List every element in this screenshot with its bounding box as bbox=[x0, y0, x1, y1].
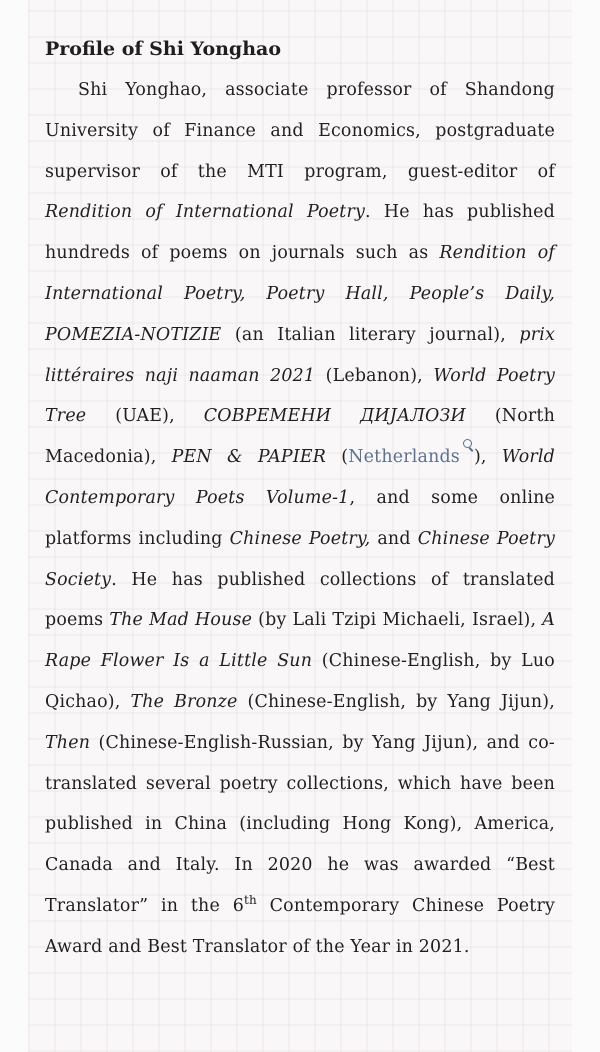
journal-title: PEN & PAPIER bbox=[171, 447, 327, 468]
bio-text: ), bbox=[473, 447, 502, 468]
bio-text: Contemporary Chinese Poetry Award and Best Translator of the Year in 2021. bbox=[45, 895, 556, 957]
search-icon[interactable] bbox=[462, 439, 474, 453]
platform-title: Chinese Poetry Society bbox=[45, 528, 555, 590]
journal-title: СОВРЕМЕНИ ДИЈАЛОЗИ bbox=[203, 406, 466, 427]
book-title: A Rape Flower Is a Little Sun bbox=[45, 610, 556, 672]
netherlands-link[interactable]: Netherlands bbox=[348, 447, 460, 468]
bio-text: and bbox=[370, 528, 418, 549]
article bbox=[45, 34, 555, 968]
bio-text: (an Italian literary journal), bbox=[221, 324, 520, 345]
bio-text: (UAE), bbox=[86, 406, 204, 427]
bio-text: (Chinese-English, by Luo Qichao), bbox=[45, 651, 555, 712]
bio-text: . He has published collections of translated poems bbox=[45, 569, 555, 631]
book-title: Then bbox=[45, 732, 91, 753]
journal-title: prix littéraires naji naaman 2021 bbox=[45, 324, 555, 386]
bio-text: ( bbox=[326, 447, 349, 468]
bio-text: . He has published hundreds of poems on journals such as bbox=[45, 202, 555, 264]
book-title: The Bronze bbox=[130, 691, 238, 712]
book-title: The Mad House bbox=[109, 610, 253, 631]
platform-title: Chinese Poetry, bbox=[229, 528, 371, 549]
bio-text: (Lebanon), bbox=[315, 365, 434, 386]
bio-text: Shi Yonghao, associate professor of Shandong University of Finance and Economics, postgraduate supervisor of the MTI program, guest-editor of bbox=[45, 80, 555, 182]
page-title: Profile of Shi Yonghao bbox=[45, 38, 282, 60]
bio-text: (North Macedonia), bbox=[45, 406, 555, 468]
bio-text: (Chinese-English, by Yang Jijun), bbox=[237, 691, 555, 712]
journal-title: World Contemporary Poets Volume-1 bbox=[45, 447, 555, 508]
ordinal-suffix: th bbox=[243, 892, 257, 907]
journal-title: World Poetry Tree bbox=[45, 365, 555, 427]
bio-text: , and some online platforms including bbox=[45, 487, 555, 549]
bio-paragraph bbox=[45, 70, 555, 968]
journal-title: Rendition of International Poetry bbox=[45, 202, 366, 223]
bio-text: (by Lali Tzipi Michaeli, Israel), bbox=[252, 610, 543, 631]
journal-list: Rendition of International Poetry, Poetry Hall, People’s Daily, POMEZIA-NOTIZIE bbox=[45, 243, 555, 345]
bio-text: (Chinese-English-Russian, by Yang Jijun), and co-translated several poetry collections, which have been published in China (including Hong Kong), America, Canada and Italy. In 2020 he was awarded “Best Translator” in the 6 bbox=[45, 732, 555, 916]
